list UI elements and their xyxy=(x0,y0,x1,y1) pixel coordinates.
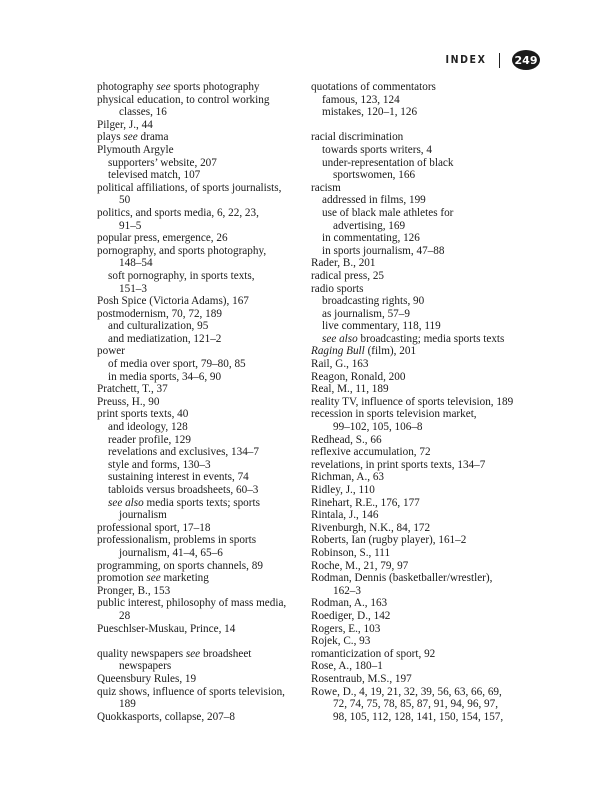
index-subentry: towards sports writers, 4 xyxy=(322,143,432,156)
index-gap xyxy=(97,635,297,648)
index-entry: programming, on sports channels, 89 xyxy=(97,559,263,572)
index-subentry: revelations and exclusives, 134–7 xyxy=(108,446,259,459)
index-entry: quotations of commentators xyxy=(311,81,436,93)
index-entry: radio sports xyxy=(311,282,364,295)
index-entry: recession in sports television market, xyxy=(311,408,477,421)
index-entry: Reagon, Ronald, 200 xyxy=(311,370,406,383)
index-entry: politics, and sports media, 6, 22, 23, xyxy=(97,206,259,219)
index-subentry: and mediatization, 121–2 xyxy=(108,332,222,345)
index-entry: plays see drama xyxy=(97,131,169,144)
index-entry: pornography, and sports photography, xyxy=(97,244,267,257)
index-subentry: of media over sport, 79–80, 85 xyxy=(108,358,246,371)
index-subentry: supporters’ website, 207 xyxy=(108,156,217,169)
index-subentry: live commentary, 118, 119 xyxy=(322,320,441,333)
index-subentry: journalism, 41–4, 65–6 xyxy=(119,546,223,559)
index-entry: revelations, in print sports texts, 134–7 xyxy=(311,458,486,471)
index-entry: print sports texts, 40 xyxy=(97,408,189,421)
index-subentry: classes, 16 xyxy=(119,106,167,119)
index-subentry: 50 xyxy=(119,194,131,207)
index-subentry: journalism xyxy=(119,509,167,522)
index-entry: Rodman, A., 163 xyxy=(311,597,388,610)
index-subentry: broadcasting rights, 90 xyxy=(322,295,425,308)
index-subentry: as journalism, 57–9 xyxy=(322,307,410,320)
index-subentry: 28 xyxy=(119,609,131,622)
index-entry: Roediger, D., 142 xyxy=(311,609,391,622)
index-subentry: in media sports, 34–6, 90 xyxy=(108,370,222,383)
index-subentry: soft pornography, in sports texts, xyxy=(108,269,255,282)
index-gap xyxy=(311,119,516,132)
index-entry: photography see sports photography xyxy=(97,81,260,93)
index-entry: Rintala, J., 146 xyxy=(311,509,379,522)
index-subentry: and culturalization, 95 xyxy=(108,320,209,333)
index-subentry: sustaining interest in events, 74 xyxy=(108,471,249,484)
index-entry: professional sport, 17–18 xyxy=(97,521,211,534)
index-entry: Rose, A., 180–1 xyxy=(311,660,383,673)
index-subentry: 99–102, 105, 106–8 xyxy=(333,421,423,434)
index-subentry: newspapers xyxy=(119,660,172,673)
index-subentry: and ideology, 128 xyxy=(108,421,188,434)
index-entry: Pilger, J., 44 xyxy=(97,118,153,131)
index-entry: public interest, philosophy of mass media, xyxy=(97,597,287,610)
index-entry: quiz shows, influence of sports television, xyxy=(97,685,285,698)
index-entry: Raging Bull (film), 201 xyxy=(311,345,417,358)
index-entry: Pratchett, T., 37 xyxy=(97,383,168,396)
index-entry: popular press, emergence, 26 xyxy=(97,232,228,245)
index-subentry: advertising, 169 xyxy=(333,219,406,232)
index-entry: political affiliations, of sports journalists, xyxy=(97,181,282,194)
index-entry: Robinson, S., 111 xyxy=(311,546,391,559)
index-entry: Rogers, E., 103 xyxy=(311,622,381,635)
index-entry: power xyxy=(97,345,125,358)
index-subentry: 189 xyxy=(119,698,136,711)
index-subentry: sportswomen, 166 xyxy=(333,169,416,182)
index-subentry: televised match, 107 xyxy=(108,169,201,182)
index-subentry: in sports journalism, 47–88 xyxy=(322,244,445,257)
index-entry: Rodman, Dennis (basketballer/wrestler), xyxy=(311,572,493,585)
index-subentry: reader profile, 129 xyxy=(108,433,191,446)
running-header xyxy=(445,50,540,70)
index-entry: romanticization of sport, 92 xyxy=(311,647,436,660)
index-entry: Posh Spice (Victoria Adams), 167 xyxy=(97,295,249,308)
index-entry: Real, M., 11, 189 xyxy=(311,383,389,396)
index-entry: radical press, 25 xyxy=(311,269,385,282)
header-title: INDEX xyxy=(445,54,487,66)
index-entry: Rail, G., 163 xyxy=(311,358,369,371)
index-entry: Preuss, H., 90 xyxy=(97,395,160,408)
index-entry: Quokkasports, collapse, 207–8 xyxy=(97,710,235,723)
index-entry: Rowe, D., 4, 19, 21, 32, 39, 56, 63, 66, 69, xyxy=(311,685,502,698)
index-subentry: 72, 74, 75, 78, 85, 87, 91, 94, 96, 97, xyxy=(333,698,499,711)
index-subentry: 148–54 xyxy=(119,257,153,270)
index-entry: reality TV, influence of sports television, 189 xyxy=(311,395,514,408)
index-subentry: 98, 105, 112, 128, 141, 150, 154, 157, xyxy=(333,710,504,723)
index-subentry: 162–3 xyxy=(333,584,361,597)
index-entry: Pronger, B., 153 xyxy=(97,584,171,597)
index-subentry: addressed in films, 199 xyxy=(322,194,426,207)
index-entry: Queensbury Rules, 19 xyxy=(97,672,197,685)
index-entry: Rojek, C., 93 xyxy=(311,635,371,648)
page-number-badge: 249 xyxy=(512,50,540,70)
index-entry: physical education, to control working xyxy=(97,93,270,106)
index-subentry: famous, 123, 124 xyxy=(322,93,400,106)
index-entry: reflexive accumulation, 72 xyxy=(311,446,431,459)
index-entry: professionalism, problems in sports xyxy=(97,534,257,547)
index-subentry: style and forms, 130–3 xyxy=(108,458,211,471)
index-subentry: tabloids versus broadsheets, 60–3 xyxy=(108,484,259,496)
index-subentry: see also broadcasting; media sports texts xyxy=(322,332,505,345)
header-divider xyxy=(499,53,501,68)
index-column-left xyxy=(97,81,297,723)
index-column-right xyxy=(311,81,516,723)
index-subentry: use of black male athletes for xyxy=(322,206,454,219)
index-subentry: in commentating, 126 xyxy=(322,232,420,245)
index-entry: Plymouth Argyle xyxy=(97,143,174,156)
index-entry: promotion see marketing xyxy=(97,572,209,585)
index-subentry: mistakes, 120–1, 126 xyxy=(322,106,418,119)
index-entry: Rader, B., 201 xyxy=(311,257,376,270)
index-entry: Rinehart, R.E., 176, 177 xyxy=(311,496,420,509)
index-entry: Rosentraub, M.S., 197 xyxy=(311,672,412,685)
index-entry: Rivenburgh, N.K., 84, 172 xyxy=(311,521,431,534)
index-entry: Richman, A., 63 xyxy=(311,471,385,484)
index-entry: racism xyxy=(311,181,341,194)
index-entry: racial discrimination xyxy=(311,131,404,144)
index-entry: Roberts, Ian (rugby player), 161–2 xyxy=(311,534,467,547)
index-entry: postmodernism, 70, 72, 189 xyxy=(97,307,222,320)
index-entry: quality newspapers see broadsheet xyxy=(97,647,252,660)
index-subentry: 91–5 xyxy=(119,219,142,232)
index-subentry: see also media sports texts; sports xyxy=(108,496,260,509)
index-entry: Pueschlser-Muskau, Prince, 14 xyxy=(97,622,236,635)
index-entry: Redhead, S., 66 xyxy=(311,433,382,446)
index-entry: Ridley, J., 110 xyxy=(311,484,375,496)
index-subentry: under-representation of black xyxy=(322,156,454,169)
index-subentry: 151–3 xyxy=(119,282,147,295)
index-entry: Roche, M., 21, 79, 97 xyxy=(311,559,409,572)
